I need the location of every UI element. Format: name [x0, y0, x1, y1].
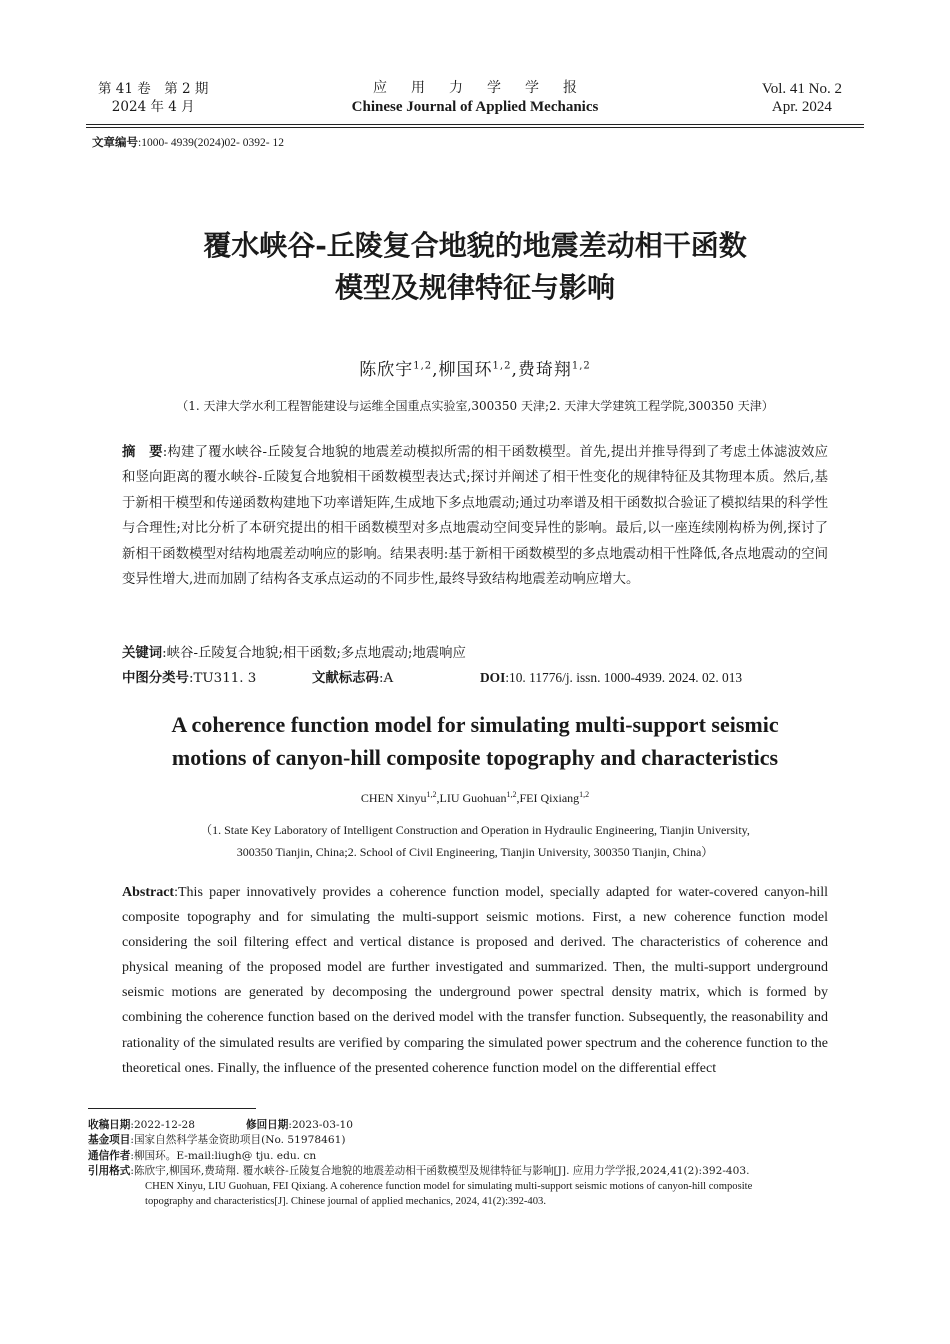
keywords-cn-text: :峡谷-丘陵复合地貌;相干函数;多点地震动;地震响应 — [162, 646, 466, 661]
affiliation-cn: （1. 天津大学水利工程智能建设与运维全国重点实验室,300350 天津;2. 天津大学建筑工程学院,300350 天津） — [176, 399, 774, 413]
doc-label: 文献标志码 — [312, 670, 379, 686]
journal-issue-en — [762, 80, 842, 116]
cite-label: 引用格式 — [88, 1164, 131, 1177]
affiliation-en-line2: 300350 Tianjin, China;2. School of Civil Engineering, Tianjin University, 300350 Tianjin, China） — [236, 845, 714, 859]
title-cn — [80, 225, 870, 309]
abstract-en — [122, 880, 828, 1081]
received-label: 收稿日期 — [88, 1119, 131, 1131]
author-en-sup: 1,2 — [506, 790, 517, 799]
doi — [480, 667, 742, 689]
article-number-label: 文章编号 — [92, 137, 138, 149]
fund-label: 基金项目 — [88, 1134, 131, 1147]
fund-value: :国家自然科学基金资助项目(No. 51978461) — [130, 1134, 346, 1147]
corr-label: 通信作者 — [88, 1149, 131, 1162]
doc-value: :A — [378, 671, 394, 686]
revised-label: 修回日期 — [246, 1119, 289, 1131]
document-code — [312, 667, 393, 690]
journal-name — [330, 78, 620, 116]
author-en-name: CHEN Xinyu — [360, 791, 427, 805]
author-en-sup: 1,2 — [426, 790, 437, 799]
clc-value: :TU311. 3 — [188, 671, 257, 686]
citation-en-line2: topography and characteristics[J]. Chinese journal of applied mechanics, 2024, 41(2):392-403. — [145, 1196, 546, 1208]
doi-label: DOI — [480, 670, 506, 685]
abstract-cn-text: :构建了覆水峡谷-丘陵复合地貌的地震差动模拟所需的相干函数模型。首先,提出并推导得到了考虑土体滤波效应和竖向距离的覆水峡谷-丘陵复合地貌相干函数模型表达式;探讨并阐述了相干性变化的规律特征及其物理本质。然后,基于新相干模型和传递函数构建地下功率谱矩阵,生成地下多点地震动;通过功率谱及相干函数拟合验证了模拟结果的科学性与合理性;对比分析了本研究提出的相干函数模型对多点地震动空间变异性的影响。最后,以一座连续刚构桥为例,探讨了新相干函数模型对结构地震差动响应的影响。结果表明:基于新相干函数模型的多点地震动相干性降低,各点地震动的空间变异性增大,进而加剧了结构各支承点运动的不同步性,最终导致结构地震差动响应增大。 — [122, 445, 829, 588]
cite-value: :陈欣宇,柳国环,费琦翔. 覆水峡谷-丘陵复合地貌的地震差动相干函数模型及规律特征与影响[J]. 应用力学学报,2024,41(2):392-403. — [130, 1164, 750, 1177]
authors-en — [80, 790, 870, 806]
affiliation-en-line1: （1. State Key Laboratory of Intelligent Construction and Operation in Hydraulic Engineering, Tianjin University, — [200, 823, 750, 837]
citation-en-line1: CHEN Xinyu, LIU Guohuan, FEI Qixiang. A coherence function model for simulating multi-support seismic motions of canyon-hill composite — [145, 1181, 753, 1193]
author-en-sep: , — [516, 791, 520, 805]
title-cn-line1: 覆水峡谷-丘陵复合地貌的地震差动相干函数 — [203, 229, 747, 262]
title-en-line2: motions of canyon-hill composite topography and characteristics — [171, 745, 779, 770]
author-cn-sep: , — [432, 360, 439, 380]
footnote-fund — [88, 1133, 868, 1148]
author-cn-name: 陈欣宇 — [359, 360, 414, 380]
author-cn-sup: 1,2 — [413, 360, 433, 372]
footnote-corresponding — [88, 1149, 868, 1164]
journal-name-cn: 应用力学学报 — [373, 80, 601, 96]
clc-label: 中图分类号 — [122, 670, 189, 686]
author-en-name: LIU Guohuan — [439, 791, 507, 805]
title-cn-line2: 模型及规律特征与影响 — [334, 271, 615, 304]
footnote-rule — [88, 1108, 256, 1109]
date-cn: 2024 年 4 月 — [111, 99, 195, 115]
author-cn-name: 费琦翔 — [517, 360, 572, 380]
footnotes — [88, 1118, 868, 1210]
footnote-citation — [88, 1164, 868, 1179]
abstract-en-label: Abstract — [122, 885, 175, 900]
volume-en: Vol. 41 No. 2 — [761, 81, 842, 97]
author-cn-sup: 1,2 — [492, 360, 512, 372]
volume-cn: 第 41 卷 第 2 期 — [98, 81, 209, 97]
date-en: Apr. 2024 — [771, 99, 832, 115]
author-en-name: FEI Qixiang — [519, 791, 580, 805]
corr-value: :柳国环。E-mail:liugh@ tju. edu. cn — [130, 1149, 317, 1162]
abstract-en-text: :This paper innovatively provides a coherence function model, specially adapted for water-covered canyon-hill composite topography and for simulating the multi-support seismic motions. First, a new coherence function model considering the soil filtering effect and vertical distance is proposed and derived. The characteristics of coherence and physical meaning of the proposed model are further investigated and summarized. Then, the multi-support underground seismic motions are generated by decomposing the underground power spectral density matrix, which is formed by combining the coherence function based on the derived model with the transfer function. Subsequently, the reasonability and rationality of the simulated results are verified by comparing the simulated power spectrum and the coherence function to the theoretical ones. Finally, the influence of the presented coherence function model on the differential effect — [122, 885, 828, 1076]
article-number — [92, 134, 284, 150]
author-en-sep: , — [436, 791, 440, 805]
footnote-dates — [88, 1118, 868, 1133]
author-cn-name: 柳国环 — [438, 360, 493, 380]
authors-cn — [80, 355, 870, 380]
doi-value: :10. 11776/j. issn. 1000-4939. 2024. 02. 013 — [505, 670, 743, 685]
author-cn-sep: , — [511, 360, 518, 380]
affiliation-en — [80, 819, 870, 863]
keywords-cn-label: 关键词 — [122, 645, 163, 661]
author-cn-sup: 1,2 — [571, 360, 591, 372]
journal-issue-cn — [98, 80, 208, 116]
journal-name-en: Chinese Journal of Applied Mechanics — [351, 99, 599, 115]
article-number-value: :1000- 4939(2024)02- 0392- 12 — [138, 137, 284, 149]
revised-value: :2023-03-10 — [288, 1119, 354, 1131]
header-rule-thin — [86, 127, 864, 128]
received-value: :2022-12-28 — [130, 1119, 196, 1131]
abstract-cn-label: 摘 要 — [122, 444, 163, 460]
header-rule — [86, 124, 864, 125]
keywords-cn — [122, 642, 828, 665]
clc-code — [122, 667, 256, 690]
abstract-cn — [122, 440, 828, 592]
revised-date — [246, 1118, 353, 1133]
title-en-line1: A coherence function model for simulating multi-support seismic — [171, 712, 779, 737]
author-en-sup: 1,2 — [579, 790, 590, 799]
title-en — [80, 708, 870, 774]
